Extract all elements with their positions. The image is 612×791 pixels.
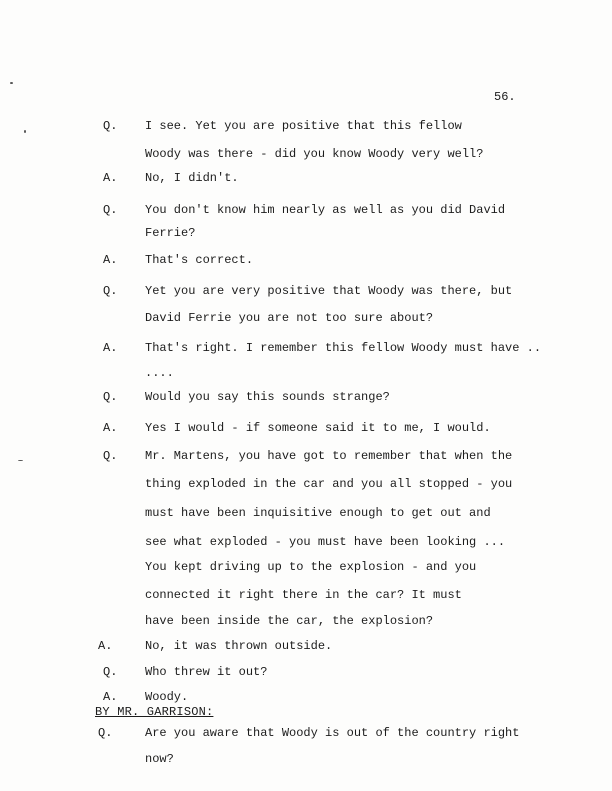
- speaker-label: Q.: [103, 119, 118, 133]
- speaker-label: A.: [103, 341, 118, 355]
- speaker-label: Q.: [103, 284, 118, 298]
- transcript-line: I see. Yet you are positive that this fellow: [145, 119, 462, 133]
- transcript-line: ....: [145, 366, 174, 380]
- speaker-label: A.: [103, 171, 118, 185]
- speaker-label: Q.: [103, 390, 118, 404]
- scan-speck: [10, 82, 13, 84]
- speaker-label: Q.: [98, 726, 113, 740]
- transcript-line: Yet you are very positive that Woody was there, but: [145, 284, 513, 298]
- transcript-line: have been inside the car, the explosion?: [145, 614, 434, 628]
- scan-speck: [24, 130, 26, 133]
- transcript-line: No, I didn't.: [145, 171, 239, 185]
- speaker-label: Q.: [103, 203, 118, 217]
- transcript-line: You don't know him nearly as well as you did David: [145, 203, 506, 217]
- transcript-line: That's correct.: [145, 253, 254, 267]
- transcript-line: No, it was thrown outside.: [145, 639, 333, 653]
- transcript-line: Would you say this sounds strange?: [145, 390, 390, 404]
- transcript-line: Woody was there - did you know Woody very well?: [145, 147, 484, 161]
- transcript-line: see what exploded - you must have been looking ...: [145, 535, 506, 549]
- speaker-label: A.: [103, 253, 118, 267]
- transcript-line: Who threw it out?: [145, 665, 268, 679]
- scan-speck: [18, 460, 23, 461]
- transcript-line: Are you aware that Woody is out of the country right: [145, 726, 520, 740]
- transcript-line: Woody.: [145, 690, 189, 704]
- transcript-line: Yes I would - if someone said it to me, I would.: [145, 421, 491, 435]
- examiner-heading: BY MR. GARRISON:: [95, 705, 214, 719]
- transcript-line: You kept driving up to the explosion - and you: [145, 560, 477, 574]
- speaker-label: Q.: [103, 449, 118, 463]
- transcript-line: That's right. I remember this fellow Woody must have ..: [145, 341, 542, 355]
- transcript-line: connected it right there in the car? It must: [145, 588, 462, 602]
- transcript-line: must have been inquisitive enough to get out and: [145, 506, 491, 520]
- transcript-line: Ferrie?: [145, 226, 196, 240]
- transcript-line: Mr. Martens, you have got to remember that when the: [145, 449, 513, 463]
- transcript-line: thing exploded in the car and you all stopped - you: [145, 477, 513, 491]
- transcript-line: now?: [145, 752, 174, 766]
- speaker-label: Q.: [103, 665, 118, 679]
- speaker-label: A.: [103, 690, 118, 704]
- speaker-label: A.: [103, 421, 118, 435]
- page-number: 56.: [494, 90, 516, 104]
- speaker-label: A.: [98, 639, 113, 653]
- transcript-line: David Ferrie you are not too sure about?: [145, 311, 434, 325]
